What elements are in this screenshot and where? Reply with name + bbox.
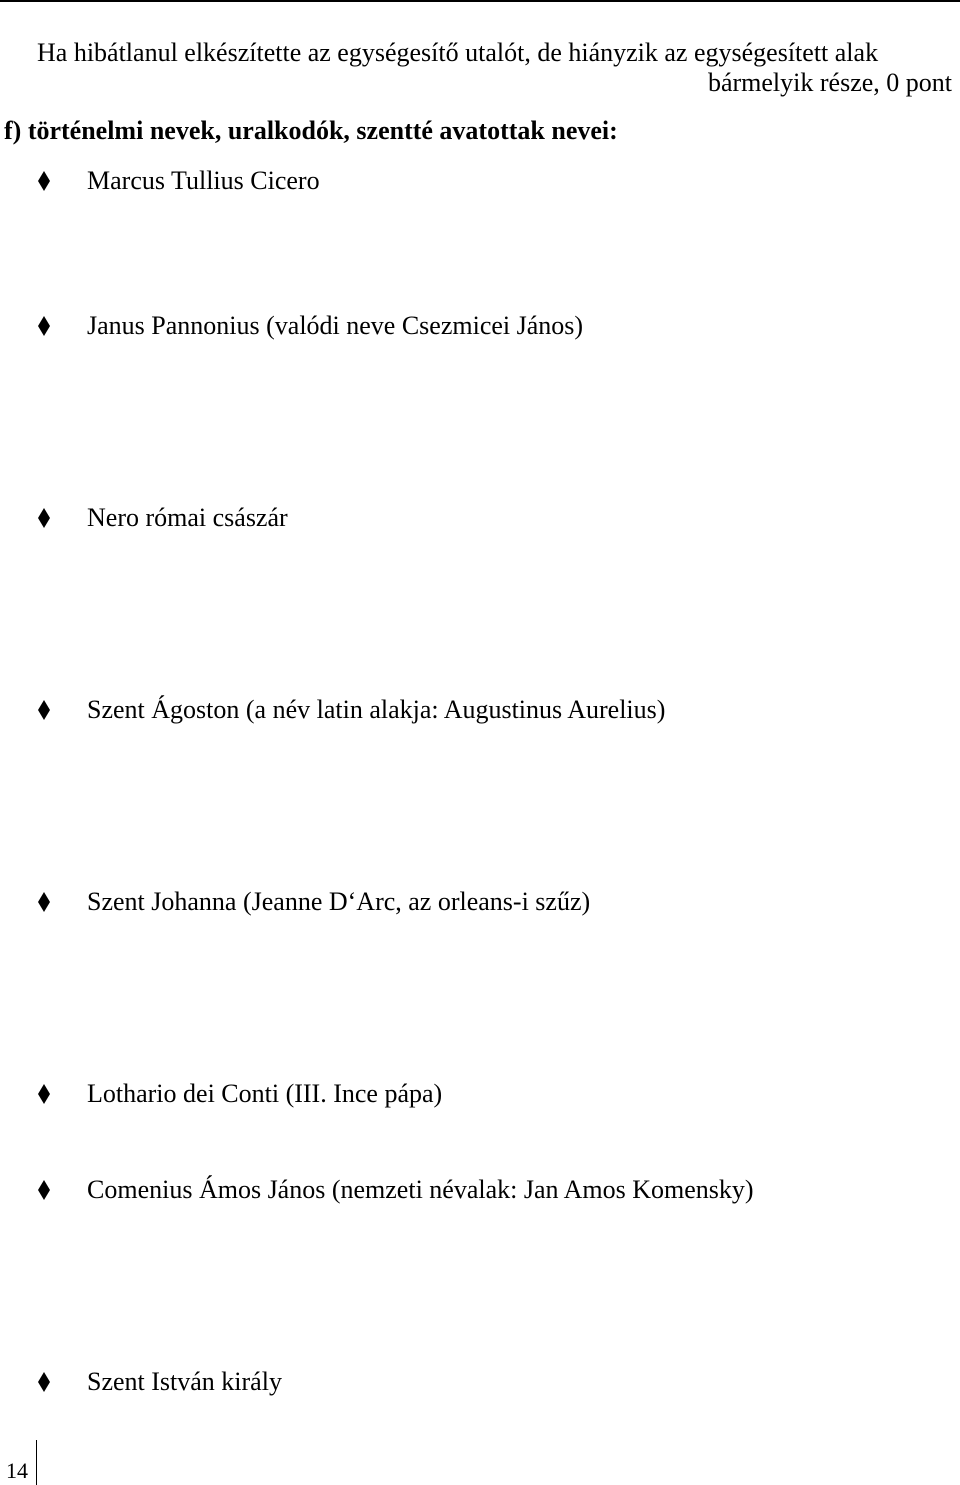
list-item <box>37 694 665 726</box>
list-item-text: Lothario dei Conti (III. Ince pápa) <box>87 1079 443 1108</box>
diamond-bullet-icon <box>37 1083 51 1105</box>
diamond-bullet-icon <box>37 1371 51 1393</box>
diamond-bullet-icon <box>37 170 51 192</box>
top-rule <box>0 0 960 2</box>
diamond-bullet-icon <box>37 507 51 529</box>
list-item-text: Marcus Tullius Cicero <box>87 166 320 195</box>
list-item <box>37 886 590 918</box>
list-item <box>37 1366 282 1398</box>
diamond-bullet-icon <box>37 699 51 721</box>
list-item <box>37 1078 442 1110</box>
list-item-text: Szent Ágoston (a név latin alakja: Augustinus Aurelius) <box>87 695 666 724</box>
list-item-text: Comenius Ámos János (nemzeti névalak: Jan Amos Komensky) <box>87 1175 754 1204</box>
list-item <box>37 1174 754 1206</box>
diamond-bullet-icon <box>37 891 51 913</box>
diamond-bullet-icon <box>37 1179 51 1201</box>
diamond-bullet-icon <box>37 315 51 337</box>
footer-divider <box>36 1440 37 1485</box>
page-number: 14 <box>6 1458 28 1483</box>
list-item <box>37 165 320 197</box>
list-item <box>37 310 583 342</box>
list-item-text: Nero római császár <box>87 503 288 532</box>
section-heading: f) történelmi nevek, uralkodók, szentté avatottak nevei: <box>4 116 618 145</box>
intro-text-line-1: Ha hibátlanul elkészítette az egységesítő utalót, de hiányzik az egységesített alak <box>37 38 879 67</box>
list-item-text: Szent Johanna (Jeanne D‘Arc, az orleans-i szűz) <box>87 887 591 916</box>
list-item-text: Szent István király <box>87 1367 282 1396</box>
list-item-text: Janus Pannonius (valódi neve Csezmicei János) <box>87 311 584 340</box>
list-item <box>37 502 288 534</box>
intro-text-line-2: bármelyik része, 0 pont <box>707 68 952 97</box>
